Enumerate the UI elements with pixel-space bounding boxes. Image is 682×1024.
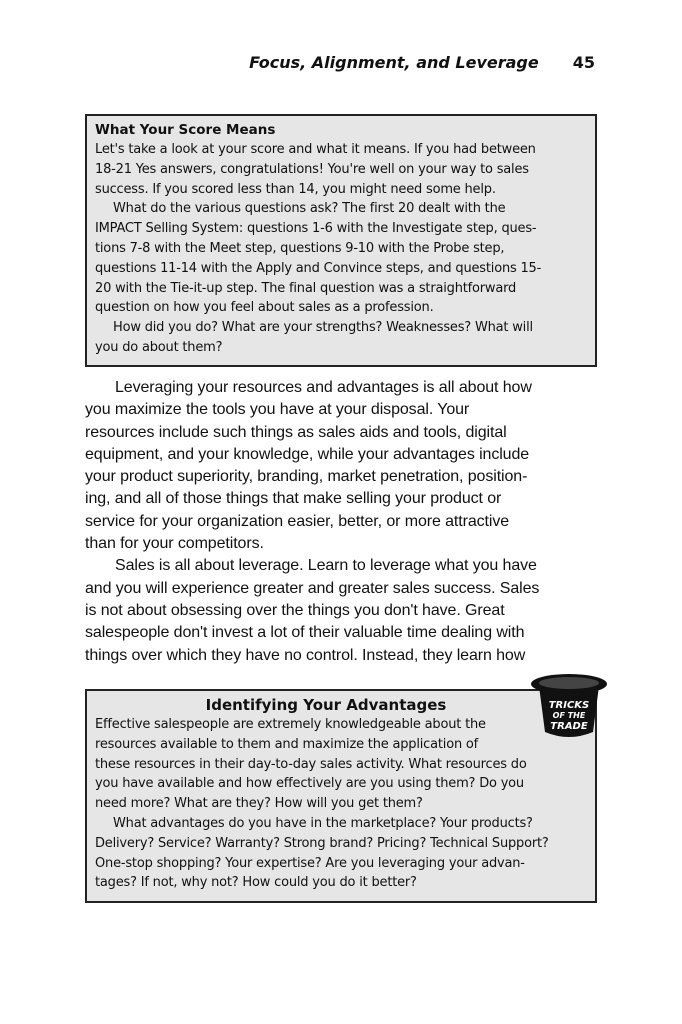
body-line: resources include such things as sales aids and tools, digital xyxy=(85,423,507,441)
box-line: question on how you feel about sales as a profession. xyxy=(95,300,434,316)
box-line: One-stop shopping? Your expertise? Are you leveraging your advan- xyxy=(95,855,525,871)
box-line: you do about them? xyxy=(95,339,223,355)
box-line: success. If you scored less than 14, you might need some help. xyxy=(95,181,496,197)
box-line: IMPACT Selling System: questions 1-6 with the Investigate step, ques- xyxy=(95,221,537,237)
score-box-title: What Your Score Means xyxy=(95,122,276,138)
advantages-box-title: Identifying Your Advantages xyxy=(205,696,447,714)
box-line: Effective salespeople are extremely knowledgeable about the xyxy=(95,717,486,732)
box-line: Delivery? Service? Warranty? Strong brand? Pricing? Technical Support? xyxy=(95,835,549,851)
advantages-sidebar-box xyxy=(85,689,597,903)
box-line: How did you do? What are your strengths? Weaknesses? What will xyxy=(113,320,533,336)
box-line: What do the various questions ask? The first 20 dealt with the xyxy=(113,201,506,217)
body-line: Leveraging your resources and advantages is all about how xyxy=(115,379,532,396)
box-line: resources available to them and maximize the application of xyxy=(95,736,479,752)
body-line: is not about obsessing over the things you don't have. Great xyxy=(85,601,505,619)
body-line: equipment, and your knowledge, while your advantages include xyxy=(85,445,530,463)
body-text xyxy=(85,377,597,667)
page-number: 45 xyxy=(572,53,595,72)
body-line: your product superiority, branding, market penetration, position- xyxy=(85,468,528,486)
body-line: you maximize the tools you have at your disposal. Your xyxy=(85,401,470,419)
body-line: salespeople don't invest a lot of their valuable time dealing with xyxy=(85,624,525,642)
badge-line-1: TRICKS xyxy=(548,700,590,711)
chapter-title: Focus, Alignment, and Leverage xyxy=(249,53,539,72)
body-line: ing, and all of those things that make selling your product or xyxy=(85,490,502,508)
box-line: 20 with the Tie-it-up step. The final question was a straightforward xyxy=(95,280,517,296)
body-line: Sales is all about leverage. Learn to leverage what you have xyxy=(115,557,537,575)
score-sidebar-box xyxy=(85,114,597,367)
box-line: you have available and how effectively are you using them? Do you xyxy=(95,776,524,792)
box-line: Let's take a look at your score and what it means. If you had between xyxy=(95,142,536,157)
badge-line-3: TRADE xyxy=(550,721,588,732)
box-line: questions 11-14 with the Apply and Convince steps, and questions 15- xyxy=(95,260,542,276)
badge-line-2: OF THE xyxy=(552,711,586,720)
body-line: things over which they have no control. Instead, they learn how xyxy=(85,646,526,664)
box-line: tions 7-8 with the Meet step, questions 9-10 with the Probe step, xyxy=(95,240,505,256)
box-line: tages? If not, why not? How could you do it better? xyxy=(95,875,417,891)
body-line: service for your organization easier, better, or more attractive xyxy=(85,512,510,530)
tricks-of-the-trade-hat-icon xyxy=(528,672,610,740)
running-header xyxy=(249,53,595,72)
body-line: and you will experience greater and greater sales success. Sales xyxy=(85,579,540,597)
body-line: than for your competitors. xyxy=(85,535,264,553)
box-line: need more? What are they? How will you get them? xyxy=(95,796,423,812)
box-line: What advantages do you have in the marketplace? Your products? xyxy=(113,815,533,831)
box-line: these resources in their day-to-day sales activity. What resources do xyxy=(95,756,527,772)
box-line: 18-21 Yes answers, congratulations! You're well on your way to sales xyxy=(95,161,529,177)
